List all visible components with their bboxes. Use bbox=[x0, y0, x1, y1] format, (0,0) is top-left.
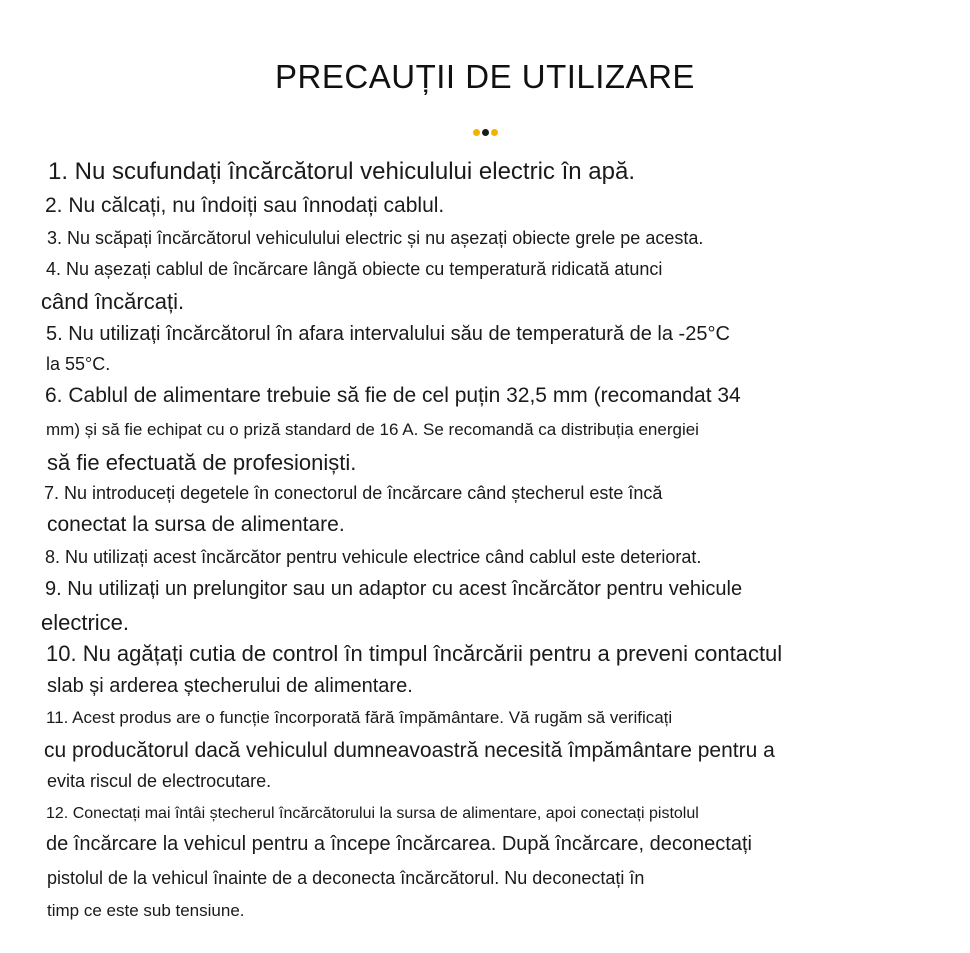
precaution-line: 10. Nu agățați cutia de control în timpul încărcării pentru a preveni contactul bbox=[46, 641, 783, 666]
precaution-line: când încărcați. bbox=[41, 289, 185, 314]
precaution-line: 5. Nu utilizați încărcătorul în afara intervalului său de temperatură de la -25°C bbox=[46, 323, 730, 345]
precaution-line: 11. Acest produs are o funcție încorporată fără împământare. Vă rugăm să verificați bbox=[46, 708, 673, 727]
precaution-line: timp ce este sub tensiune. bbox=[47, 901, 245, 920]
precaution-line: conectat la sursa de alimentare. bbox=[47, 513, 345, 536]
title-divider bbox=[0, 129, 970, 136]
precaution-line: 9. Nu utilizați un prelungitor sau un adaptor cu acest încărcător pentru vehicule bbox=[45, 578, 743, 600]
precaution-line: pistolul de la vehicul înainte de a deconecta încărcătorul. Nu deconectați în bbox=[47, 868, 645, 888]
precaution-line: 8. Nu utilizați acest încărcător pentru vehicule electrice când cablul este deteriorat. bbox=[45, 547, 702, 567]
precaution-line: 1. Nu scufundați încărcătorul vehiculului electric în apă. bbox=[48, 158, 635, 185]
precaution-line: 4. Nu așezați cablul de încărcare lângă obiecte cu temperatură ridicată atunci bbox=[46, 259, 663, 279]
precaution-line: electrice. bbox=[41, 610, 130, 635]
precaution-line: 12. Conectați mai întâi ștecherul încărcătorului la sursa de alimentare, apoi conectați pistolul bbox=[46, 805, 699, 822]
divider-dot-center bbox=[482, 129, 489, 136]
precaution-line: de încărcare la vehicul pentru a începe încărcarea. După încărcare, deconectați bbox=[46, 833, 752, 855]
divider-dot-right bbox=[491, 129, 498, 136]
precaution-line: să fie efectuată de profesioniști. bbox=[47, 450, 357, 475]
precaution-line: 2. Nu călcați, nu îndoiți sau înnodați cablul. bbox=[45, 194, 445, 217]
precaution-line: 6. Cablul de alimentare trebuie să fie de cel puțin 32,5 mm (recomandat 34 bbox=[45, 384, 741, 407]
precaution-line: 3. Nu scăpați încărcătorul vehiculului electric și nu așezați obiecte grele pe acesta. bbox=[47, 228, 704, 248]
precaution-line: la 55°C. bbox=[46, 354, 111, 374]
precaution-line: slab și arderea ștecherului de alimentare. bbox=[47, 675, 413, 697]
divider-dot-left bbox=[473, 129, 480, 136]
precaution-line: 7. Nu introduceți degetele în conectorul de încărcare când ștecherul este încă bbox=[44, 483, 663, 503]
page-title: PRECAUȚII DE UTILIZARE bbox=[275, 58, 695, 95]
precaution-line: cu producătorul dacă vehiculul dumneavoastră necesită împământare pentru a bbox=[44, 739, 775, 762]
precaution-line: evita riscul de electrocutare. bbox=[47, 771, 272, 791]
precaution-line: mm) și să fie echipat cu o priză standard de 16 A. Se recomandă ca distribuția energiei bbox=[46, 420, 699, 439]
